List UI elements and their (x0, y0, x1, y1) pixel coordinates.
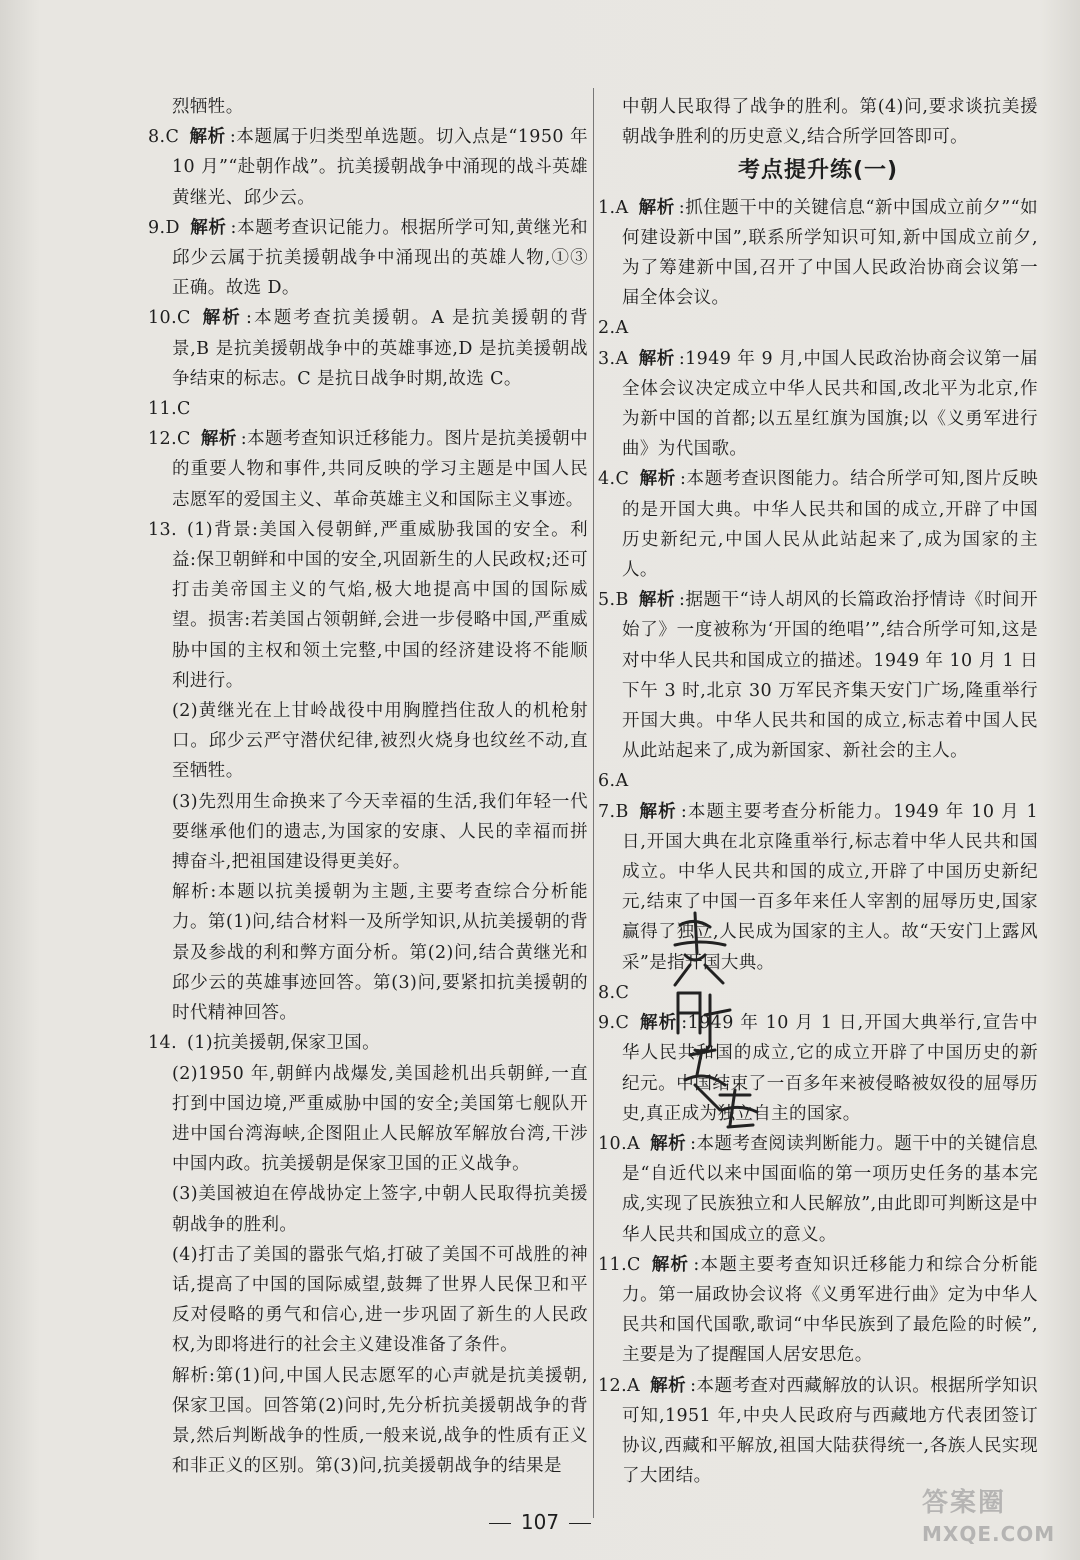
answer-item-12: 12.A 解析 :本题考查对西藏解放的认识。根据所学知识可知,1951 年,中央人民政府与西藏地方代表团签订协议,西藏和平解放,祖国大陆获得统一,各族人民实现了大团结。 (598, 1375, 1038, 1487)
answer-14-part-2: (2)1950 年,朝鲜内战爆发,美国趁机出兵朝鲜,一直打到中国边境,严重威胁中国的安全;美国第七舰队开进中国台湾海峡,企图阻止人民解放军解放台湾,干涉中国内政。抗美援朝是保家卫国的正义战争。 (172, 1063, 588, 1175)
answer-14-analysis: 解析:第(1)问,中国人民志愿军的心声就是抗美援朝,保家卫国。回答第(2)问时,先分析抗美援朝战争的背景,然后判断战争的性质,一般来说,战争的性质有正义和非正义的区别。第(3)问,抗美援朝战争的结果是 (172, 1365, 588, 1477)
answer-item-11: 11.C (148, 399, 191, 420)
answer-item-8: 8.C (598, 982, 630, 1003)
section-title: 考点提升练(一) (737, 158, 899, 184)
answer-13-part-2: (2)黄继光在上甘岭战役中用胸膛挡住敌人的机枪射口。邱少云严守潜伏纪律,被烈火烧身也纹丝不动,直至牺牲。 (172, 701, 588, 782)
answer-13-analysis: 解析:本题以抗美援朝为主题,主要考查综合分析能力。第(1)问,结合材料一及所学知识,从抗美援朝的背景及参战的利和弊方面分析。第(2)问,结合黄继光和邱少云的英雄事迹回答。第(3)问,要紧扣抗美援朝的时代精神回答。 (172, 882, 588, 1024)
right-column (598, 92, 1038, 1491)
answer-item-6: 6.A (598, 771, 629, 792)
page-number: 107 (0, 1510, 1080, 1534)
column-divider (593, 88, 594, 1518)
watermark-url: MXQE.COM (922, 1522, 1056, 1546)
continuation-text: 中朝人民取得了战争的胜利。第(4)问,要求谈抗美援朝战争胜利的历史意义,结合所学回答即可。 (622, 97, 1038, 148)
answer-item-10: 10.A 解析 :本题考查阅读判断能力。题干中的关键信息是“自近代以来中国面临的第一项历史任务的基本完成,实现了民族独立和人民解放”,由此即可判断这是中华人民共和国成立的意义。 (598, 1133, 1038, 1245)
answer-item-11: 11.C 解析 :本题主要考查知识迁移能力和综合分析能力。第一届政协会议将《义勇军进行曲》定为中华人民共和国代国歌,歌词“中华民族到了最危险的时候”,主要是为了提醒国人居安思危。 (598, 1254, 1038, 1366)
answer-item-4: 4.C 解析 :本题考查识图能力。结合所学可知,图片反映的是开国大典。中华人民共和国的成立,开辟了中国历史新纪元,中国人民从此站起来了,成为国家的主人。 (598, 469, 1038, 581)
answer-item-2: 2.A (598, 318, 629, 339)
left-column (148, 92, 588, 1481)
answer-item-5: 5.B 解析 :据题干“诗人胡风的长篇政治抒情诗《时间开始了》一度被称为‘开国的绝唱’”,结合所学可知,这是对中华人民共和国成立的描述。1949 年 10 月 1 日下午 3 时,北京 30 万军民齐集天安门广场,隆重举行开国大典。中华人民共和国的成立,标志着中国人民从此站起来了,成为新国家、新社会的主人。 (598, 590, 1038, 762)
answer-item-9: 9.D 解析 :本题考查识记能力。根据所学可知,黄继光和邱少云属于抗美援朝战争中涌现出的英雄人物,①③正确。故选 D。 (148, 217, 588, 299)
answer-item-12: 12.C 解析 :本题考查知识迁移能力。图片是抗美援朝中的重要人物和事件,共同反映的学习主题是中国人民志愿军的爱国主义、革命英雄主义和国际主义事迹。 (148, 429, 588, 510)
answer-item-8: 8.C 解析 :本题属于归类型单选题。切入点是“1950 年 10 月”“赴朝作战”。抗美援朝战争中涌现的战斗英雄黄继光、邱少云。 (148, 127, 588, 208)
answer-item-3: 3.A 解析 :1949 年 9 月,中国人民政治协商会议第一届全体会议决定成立中华人民共和国,改北平为北京,作为新中国的首都;以五星红旗为国旗;以《义勇军进行曲》为代国歌。 (598, 348, 1038, 460)
answer-item-14: 14. (1)抗美援朝,保家卫国。 (148, 1033, 381, 1054)
answer-item-9: 9.C 解析 :1949 年 10 月 1 日,开国大典举行,宣告中华人民共和国的成立,它的成立开辟了中国历史的新纪元。中国结束了一百多年来被侵略被奴役的屈辱历史,真正成为独立自主的国家。 (598, 1013, 1038, 1124)
answer-item-7: 7.B 解析 :本题主要考查分析能力。1949 年 10 月 1 日,开国大典在北京隆重举行,标志着中华人民共和国成立。中华人民共和国的成立,开辟了中国历史新纪元,结束了中国一百多年来任人宰割的屈辱历史,国家赢得了独立,人民成为国家的主人。故“天安门上露风采”是指开国大典。 (598, 801, 1038, 973)
answer-item-13: 13. (1)背景:美国入侵朝鲜,严重威胁我国的安全。利益:保卫朝鲜和中国的安全,巩固新生的人民政权;还可打击美帝国主义的气焰,极大地提高中国的国际威望。损害:若美国占领朝鲜,会进一步侵略中国,严重威胁中国的主权和领土完整,中国的经济建设将不能顺利进行。 (148, 519, 588, 691)
answer-13-part-3: (3)先烈用生命换来了今天幸福的生活,我们年轻一代要继承他们的遗志,为国家的安康、人民的幸福而拼搏奋斗,把祖国建设得更美好。 (172, 791, 588, 873)
answer-item-1: 1.A 解析 :抓住题干中的关键信息“新中国成立前夕”“如何建设新中国”,联系所学知识可知,新中国成立前夕,为了筹建新中国,召开了中国人民政治协商会议第一届全体会议。 (598, 197, 1038, 309)
answer-item-10: 10.C 解析 :本题考查抗美援朝。A 是抗美援朝的背景,B 是抗美援朝战争中的英雄事迹,D 是抗美援朝战争结束的标志。C 是抗日战争时期,故选 C。 (148, 308, 588, 389)
watermark-text: 答案圈 (922, 1488, 1007, 1518)
answer-14-part-4: (4)打击了美国的嚣张气焰,打破了美国不可战胜的神话,提高了中国的国际威望,鼓舞了世界人民保卫和平反对侵略的勇气和信心,进一步巩固了新生的人民政权,为即将进行的社会主义建设准备了条件。 (172, 1244, 588, 1356)
answer-14-part-3: (3)美国被迫在停战协定上签字,中朝人民取得抗美援朝战争的胜利。 (172, 1184, 588, 1235)
watermark-logo (922, 1482, 1072, 1552)
continuation-text: 烈牺牲。 (172, 97, 244, 117)
handwritten-signature (650, 905, 770, 1135)
